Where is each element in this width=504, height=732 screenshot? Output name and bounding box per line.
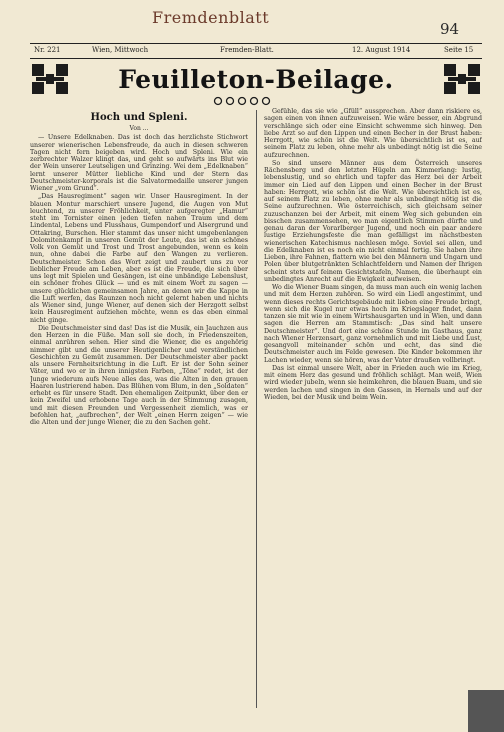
paragraph: — Unsere Edelknaben. Das ist doch das herzlichste Stichwort unserer wienerischen Lebensfreude, da auch in diesen schweren Tagen nicht fern beigeben wird. Hoch und Spleni. Wie ein zerbrechter Walzer klingt das, und geht so aufwärts ins Blut wie der Wein unserer Leutseligen und Grinzing. Wei dem „Edelknaben“ lernt unserer Mütter liebliche Kind und der Stern das Deutschmeister-korporals ist die Salvatormedaille unserer jungen Wiener „vom Grund“. (30, 134, 248, 192)
paragraph: Das ist einmal unsere Welt, aber in Frieden auch wie im Krieg, mit einem Herz das gesund und fröhlich schlägt. Man weiß, Wien wird wieder jubeln, wenn sie heimkehren, die blauen Buam, und sie werden lachen und singen in den Gassen, in Hernals und auf der Wieden, bei der Musik und beim Wein. (264, 364, 482, 401)
paper-name: Fremden-Blatt. (220, 46, 274, 54)
ornament-icon-right (442, 62, 482, 96)
paragraph: „Das Hausregiment“ sagen wir. Unser Hausregiment. In der blauen Montur marschiert unsere Jugend, die Augen von Mut leuchtend, zu unserer Fröhlichkeit, unter aufgeregter „Hamur“ steht im Tornister einen jeden tiefen nahen Traum und dem Lindental, Lebens und Flusshaus, Gumpendorf und Alsergrund und Ottakring, Burschen. Hier stammt das unser nicht umgebenlangen Dolomitenkampf in unseren Gemüt der Leute, das ist ein schönes Volk von Gemüt und Trost und Trost angebunden, wenn es kein nun, ohne dabei die Farbe auf den Wangen zu verlieren. Deutschmeister. Schon das Wort zeigt und zaubert uns zu vor lieblicher Freude am Leben, aber es ist die Freude, die sich über uns legt mit Spielen und Gesängen, ist eine unbändige Lebenslust, ein schöner frohes Glück — und es mit einem Wort zu sagen — unsere glücklichen gemeinsamen Jahre, an denen wir die Kappe in die Luft werfen, das Raunzen noch nicht gelernt haben und nichts als Wiener sind, junge Wiener, auf denen sich der Herzgott selbst kein Hausregiment aufziehen möchte, wenn es das eben einmal nicht ginge. (30, 193, 248, 324)
column-divider (256, 110, 257, 708)
issue-number: Nr. 221 (34, 46, 61, 54)
paragraph: Die Deutschmeister sind das! Das ist die Musik, ein Jauchzen aus den Herzen in die Füße. Man soll sie doch, in Friedenszeiten, einmal anrühren sehen. Hier sind die Wiener, die es angehörig nimmer gibt und die unserer Heutigenlicher und verständlichen Geschichten zu Gemüt zusammen. Der Deutschmeister aber packt als unsere Fernheitsrichtung in die Luft. Er ist der Sohn seiner Väter, und wo er in ihren innigsten Farben, „Töne“ redet, ist der Junge wiederum aufs Neue alles das, was die Alten in den grauen Haaren lustrierend haben. Das Blühen vom Blum, in den „Soldaten“ erhebt es für unsere Stadt. Den ehemaligen Zeitpunkt, über den er kein Zweifel und erhobene Tage auch in der Stimmung zusagen, und mit diesen Freunden und Vergessenheit ziemlich, was er befohlen hat, „aufbrechen“, der Welt „einen Herrn zeigen“ — wie die Alten und der junge Wiener, die zu den Sachen geht. (30, 324, 248, 426)
divider-ornament-icon (210, 96, 274, 106)
article-columns (30, 108, 482, 712)
page-number: 94 (440, 20, 460, 38)
masthead (30, 43, 482, 59)
article-title: Hoch und Spleni. (90, 112, 188, 123)
column-left (30, 108, 248, 710)
article-byline: Von ... (129, 125, 149, 132)
paragraph: Wo die Wiener Buam singen, da muss man auch ein wenig lachen und mit dem Herzen zuhören. So wird ein Liedl angestimmt, und wenn dieses rechts Gerichtsgebäude mit lieben eine Freude bringt, wenn sich die Kugel nur etwas hoch im Kriegslager findet, dann tanzen sie mit wie in einem Wirtshausgarten und in Wien, und dann sagen die Herren am Stammtisch: „Das sind halt unsere Deutschmeister“. Und dort eine schöne Stunde im Gasthaus, ganz nach Wiener Herzensart, ganz vornehmlich und mit Liebe und Lust, gesangvoll miteinander schön und echt, das sind die Deutschmeister auch im Felde gewesen. Die Kinder bekommen ihr Lachen wieder, wenn sie hören, was der Vater draußen vollbringt. (264, 284, 482, 364)
scan-background-corner (468, 690, 504, 732)
place-day: Wien, Mittwoch (92, 46, 149, 54)
paragraph: So sind unsere Männer aus dem Österreich unseres Rächensberg und den letzten Hügeln am Kimmerlang: lustig, lebenslustig, und so ehrlich und tapfer das Herz bei der Arbeit immer ein Lied auf den Lippen und einen Becher in der Brust haben: Herrgott, wie schön ist die Welt. Wie übersichtlich ist es, auf seinem Platz zu leben, ohne mehr als unbedingt nötig ist die Seine aufzurechnen. Wie österreichisch, sich gleichsam seiner zuzuschanzen bei der Arbeit, mit einem Weg sich gebunden ein bisschen zusammensehen, wo man eigentlich Stimmen dürfte und genau daran der Vorarlberger Jugend, und noch ein paar andere lustige Erziehungsfeste die man gefälligst im nächstbesten wienerischen Katechismus nachlesen möge. Soviel sei allen, und die Edelknaben ist es noch ein nicht einmal fertig. Sie haben ihre Lieben, ihre Fahnen, flattern wie bei den Männern und Ungarn und Polen über blutgetränkten Schlachtfeldern und Namen der Ihrigen scheint stets auf feinem Gesichtstafeln, Namen, die überhaupt ein unbedingtes Anrecht auf die Ewigkeit aufweisen. (264, 159, 482, 283)
section-title: Feuilleton-Beilage. (118, 65, 394, 94)
issue-date: 12. August 1914 (352, 46, 411, 54)
archive-stamp: Fremdenblatt (152, 8, 270, 27)
masthead-page: Seite 15 (444, 46, 474, 54)
column-right (264, 108, 482, 710)
paragraph: Gefühle, das sie wie „Gfüll“ aussprechen. Aber dann riskiere es, sagen einen von ihnen aufzuweisen. Wie wäre besser, ein Abgrund verschlänge sich oder eine Einsicht schwemme sich hinweg. Den liebe Arzt so auf den Lippen und einen Becher in der Brust haben: Herrgott, wie schön ist die Welt. Wie übersichtlich ist es, auf seinem Platz zu leben, ohne mehr als unbedingt nötig ist die Seine aufzurechnen. (264, 108, 482, 159)
